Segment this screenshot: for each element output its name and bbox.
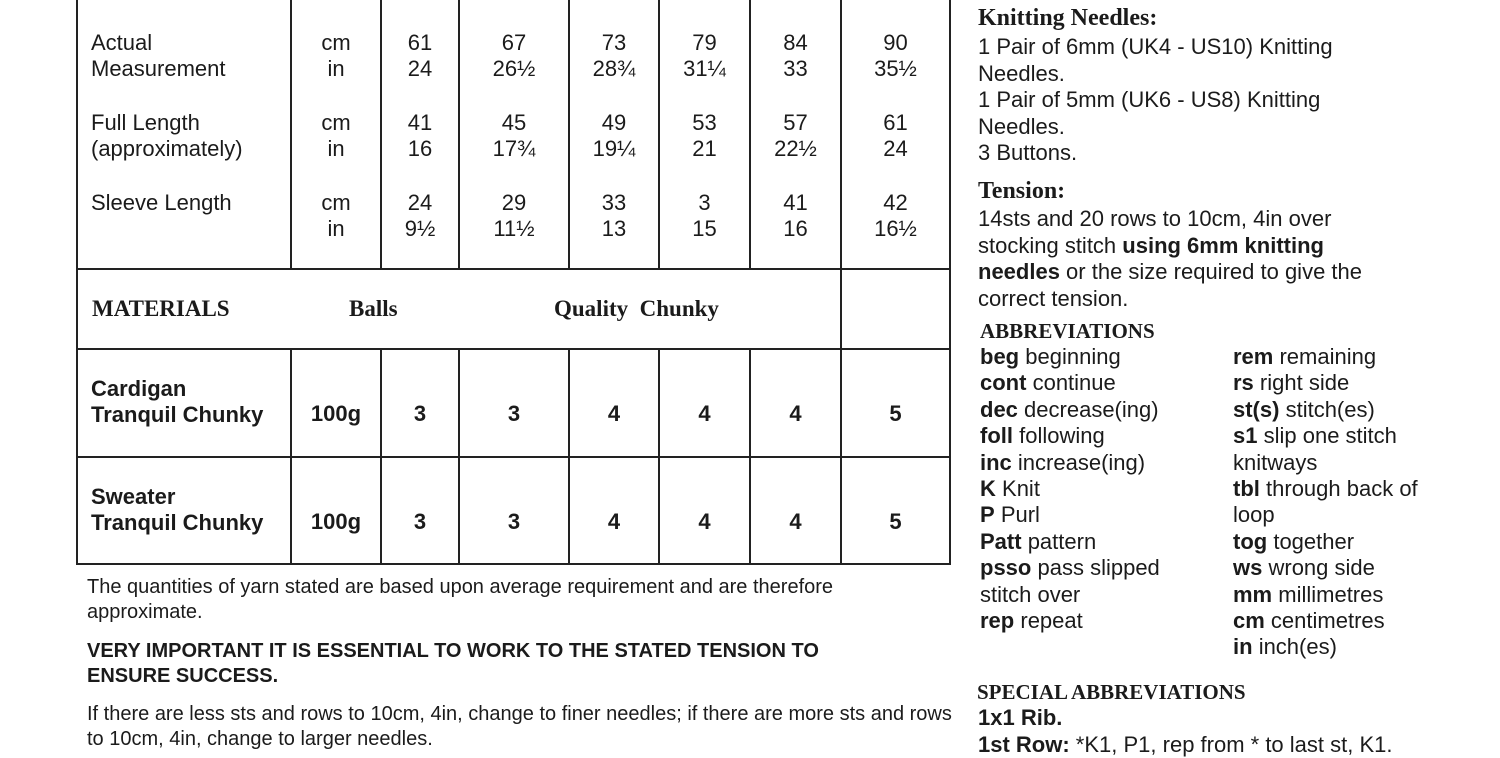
abbr-item: loop [1233,502,1275,528]
abbr-item: tbl through back of [1233,476,1418,502]
ball-count: 3 [507,401,521,426]
abbr-item: rem remaining [1233,344,1377,369]
ball-count: 3 [413,401,427,426]
abbreviations-left-list [980,344,1160,634]
abbr-item: cont continue [980,370,1116,396]
garment-name: Cardigan Tranquil Chunky [91,376,264,427]
abbr-item: rs right side [1233,370,1350,396]
abbr-item: psso pass slipped [980,555,1160,581]
value-cell: 73 28¾ [592,30,636,81]
abbreviations-heading: ABBREVIATIONS [980,319,1155,343]
needle-item: 1 Pair of 5mm (UK6 - US8) Knitting Needles. [978,87,1321,139]
abbr-item: tog together [1233,528,1355,554]
abbr-item: inc increase(ing) [980,449,1146,475]
rib-subheading: 1x1 Rib. [978,705,1063,730]
value-cell: 57 22½ [774,110,817,161]
units: cm in [321,110,351,161]
rib-first-row: 1st Row: *K1, P1, rep from * to last st, K1. [978,732,1393,757]
abbr-item: foll following [980,423,1105,449]
abbr-item: Patt pattern [980,528,1097,554]
row-label: Sleeve Length [91,190,232,215]
ball-count: 4 [698,509,711,534]
knitting-needles-heading: Knitting Needles: [978,5,1158,31]
quality-heading: Quality Chunky [554,296,719,321]
tension-text [978,206,1363,312]
tension-text-bold: using 6mm knitting needles [978,232,1324,284]
value-cell: 33 13 [601,190,627,241]
needle-adjust-note: If there are less sts and rows to 10cm, 4in, change to finer needles; if there are more sts and rows to 10cm, 4in, change to larger needles. [87,703,952,750]
ball-count: 4 [789,509,802,534]
tension-text-post: or the size required to give the correct tension. [978,259,1362,311]
value-cell: 3 15 [692,190,717,241]
value-cell: 24 9½ [404,190,436,241]
abbr-item: s1 slip one stitch [1233,423,1397,449]
value-cell: 61 24 [407,30,433,81]
value-cell: 79 31¼ [683,30,726,81]
value-cell: 84 33 [783,30,808,81]
value-cell: 53 21 [692,110,717,161]
ball-weight: 100g [310,401,362,426]
units: cm in [321,190,351,241]
value-cell: 29 11½ [493,190,535,241]
abbr-item: beg beginning [980,344,1121,369]
yarn-note: The quantities of yarn stated are based upon average requirement and are therefore approximate. [87,576,834,623]
abbr-item: dec decrease(ing) [980,396,1159,422]
value-cell: 61 24 [883,110,908,161]
ball-count: 3 [413,509,427,534]
value-cell: 41 16 [407,110,433,161]
ball-count: 4 [607,401,621,426]
abbr-item: stitch over [980,581,1081,607]
ball-count: 4 [789,401,802,426]
balls-heading: Balls [349,296,398,321]
units: cm in [321,30,351,81]
tension-text-pre: 14sts and 20 rows to 10cm, 4in over stocking stitch [978,206,1332,258]
abbr-item: st(s) stitch(es) [1233,396,1375,422]
needle-item: 1 Pair of 6mm (UK4 - US10) Knitting Needles. [978,34,1333,86]
abbr-item: P Purl [980,502,1040,528]
row-label: Full Length (approximately) [91,110,243,161]
value-cell: 45 17¾ [492,110,536,161]
abbr-item: cm centimetres [1233,608,1385,634]
row-label: Actual Measurement [91,30,226,81]
abbr-item: in inch(es) [1233,634,1337,660]
value-cell: 49 19¼ [592,110,636,161]
value-cell: 67 26½ [492,30,536,81]
value-cell: 90 35½ [874,30,917,81]
ball-count: 4 [698,401,711,426]
value-cell: 41 16 [783,190,808,241]
abbreviations-right-list [1233,344,1418,661]
ball-count: 5 [889,401,902,426]
materials-heading: MATERIALS [92,296,230,321]
abbr-item: rep repeat [980,608,1083,634]
abbr-item: K Knit [980,476,1040,502]
special-abbreviations-heading: SPECIAL ABBREVIATIONS [977,680,1246,704]
ball-count: 5 [889,509,902,534]
abbr-item: mm millimetres [1233,581,1384,607]
tension-heading: Tension: [978,178,1066,204]
important-note: VERY IMPORTANT IT IS ESSENTIAL TO WORK TO THE STATED TENSION TO ENSURE SUCCESS. [87,640,819,687]
ball-count: 3 [507,509,521,534]
garment-name: Sweater Tranquil Chunky [91,484,264,535]
needle-item: 3 Buttons. [978,140,1078,165]
knitting-needles-list [978,34,1363,167]
abbr-item: knitways [1233,449,1318,475]
value-cell: 42 16½ [874,190,917,241]
ball-count: 4 [607,509,621,534]
abbr-item: ws wrong side [1233,555,1375,581]
ball-weight: 100g [310,509,362,534]
